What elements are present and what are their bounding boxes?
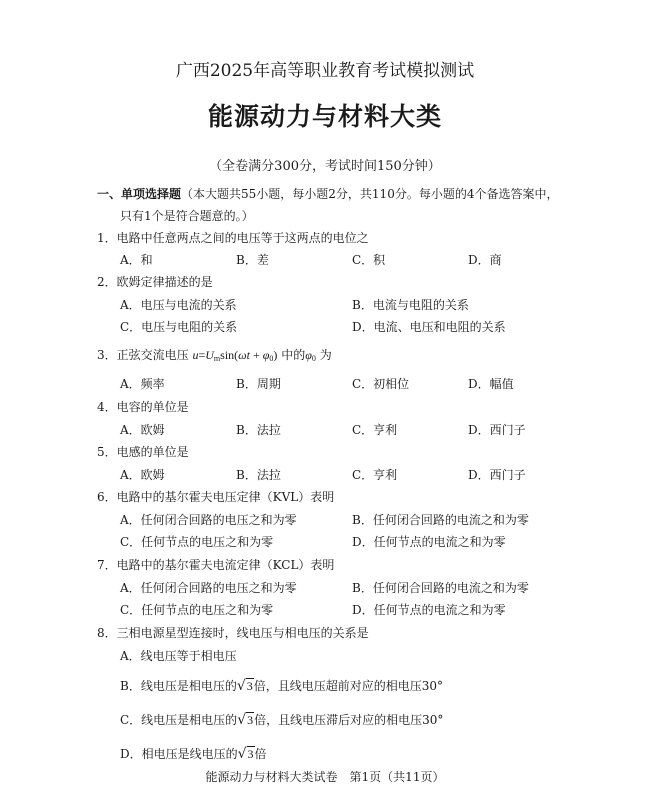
option-a: A．和 [120, 253, 153, 267]
stem-suffix: 为 [319, 348, 332, 362]
option-a: A．频率 [120, 377, 165, 391]
phi-symbol: $\varphi_0$ [305, 348, 316, 363]
option-d: D．西门子 [468, 423, 526, 437]
option-c: C．亨利 [352, 423, 398, 437]
option-b: B．电流与电阻的关系 [352, 298, 469, 312]
question-stem: 4．电容的单位是 [97, 400, 189, 414]
page-footer: 能源动力与材料大类试卷 第1页（共11页） [205, 770, 445, 784]
option-b: B．差 [236, 253, 269, 267]
option-c: C．任何节点的电压之和为零 [120, 535, 274, 549]
option-a: A．线电压等于相电压 [120, 649, 237, 663]
option-b: B．任何闭合回路的电流之和为零 [352, 513, 529, 527]
option-b: B．线电压是相电压的√3倍，且线电压超前对应的相电压30° [120, 678, 444, 694]
stem-suffix-pre: 中的 [281, 348, 306, 362]
option-d: D．相电压是线电压的√3倍 [120, 746, 267, 762]
option-d: D．任何节点的电流之和为零 [352, 535, 506, 549]
option-c: C．任何节点的电压之和为零 [120, 603, 274, 617]
question-stem: 1．电路中任意两点之间的电压等于这两点的电位之 [97, 231, 369, 245]
option-a: A．任何闭合回路的电压之和为零 [120, 581, 297, 595]
option-c: C．亨利 [352, 468, 398, 482]
option-b: B．法拉 [236, 423, 281, 437]
option-a: A．欧姆 [120, 423, 165, 437]
subject-title: 能源动力与材料大类 [207, 102, 442, 131]
option-d: D．商 [468, 253, 502, 267]
question-stem: 5．电感的单位是 [97, 445, 189, 459]
formula: $u=U_m\sin(\omega t + \varphi_0)$ [192, 348, 278, 363]
question-stem: 7．电路中的基尔霍夫电流定律（KCL）表明 [97, 558, 335, 572]
question-stem: 6．电路中的基尔霍夫电压定律（KVL）表明 [97, 490, 335, 504]
exam-info: （全卷满分300分，考试时间150分钟） [209, 159, 441, 174]
option-b: B．法拉 [236, 468, 281, 482]
question-stem: 8．三相电源星型连接时，线电压与相电压的关系是 [97, 626, 369, 640]
option-d: D．电流、电压和电阻的关系 [352, 320, 506, 334]
question-stem [97, 346, 332, 363]
sqrt-symbol: √3 [237, 712, 254, 728]
sqrt-symbol: √3 [237, 746, 254, 762]
option-c: C．线电压是相电压的√3倍，且线电压滞后对应的相电压30° [120, 712, 444, 728]
option-a: A．欧姆 [120, 468, 165, 482]
option-d: D．幅值 [468, 377, 514, 391]
section-desc-line2: 只有1个是符合题意的。） [120, 209, 254, 223]
stem-prefix: 3．正弦交流电压 [97, 348, 189, 362]
option-c: C．初相位 [352, 377, 410, 391]
section-label: 一、单项选择题 [97, 187, 182, 201]
section-desc-line1: （本大题共55小题，每小题2分，共110分。每小题的4个备选答案中， [181, 187, 559, 201]
option-a: A．任何闭合回路的电压之和为零 [120, 513, 297, 527]
option-d: D．西门子 [468, 468, 526, 482]
section-heading [97, 185, 558, 202]
option-b: B．周期 [236, 377, 281, 391]
option-c: C．电压与电阻的关系 [120, 320, 238, 334]
exam-title: 广西2025年高等职业教育考试模拟测试 [175, 61, 475, 81]
option-c: C．积 [352, 253, 386, 267]
option-d: D．任何节点的电流之和为零 [352, 603, 506, 617]
option-b: B．任何闭合回路的电流之和为零 [352, 581, 529, 595]
sqrt-symbol: √3 [236, 678, 253, 694]
question-stem: 2．欧姆定律描述的是 [97, 275, 213, 289]
option-a: A．电压与电流的关系 [120, 298, 237, 312]
